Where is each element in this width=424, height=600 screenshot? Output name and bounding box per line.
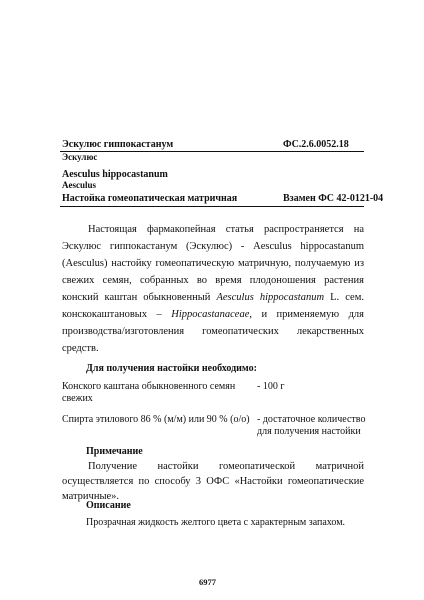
ingredient-name-1: Конского каштана обыкновенного семян свежих [62,381,236,404]
header-rule-2 [60,206,364,207]
ingredients-heading: Для получения настойки необходимо: [86,363,257,374]
note-heading: Примечание [86,446,143,457]
ingredient-amount-2: - достаточное количество для получения настойки [257,414,366,437]
intro-text-2: L. сем. конскокаштановых – [62,292,364,320]
intro-latin-2: Hippocastanaceae [171,309,250,320]
title-lat: Aesculus hippocastanum [62,169,168,180]
header-rule-1 [60,151,364,152]
replaces: Взамен ФС 42-0121-04 [283,193,384,204]
ingredient-name-2: Спирта этилового 86 % (м/м) или 90 % (о/о) [62,414,250,425]
description-text: Прозрачная жидкость желтого цвета с характерным запахом. [86,517,346,528]
page-number: 6977 [199,577,216,587]
intro-text-3: , и применяемую для производства/изготовления гомеопатических лекарственных средств. [62,309,364,354]
title-ru: Эскулюс гиппокастанум [62,139,174,150]
intro-text-1: Настоящая фармакопейная статья распространяется на Эскулюс гиппокастанум (Эскулюс) - Aesculus hippocastanum (Aesculus) настойку гомеопатическую матричную, получаемую из свежих семян, собранных во время плодоношения растения конский каштан обыкновенный [62,224,364,303]
note-text: Получение настойки гомеопатической матричной осуществляется по способу 3 ОФС «Настойки гомеопатические матричные». [62,461,364,502]
fs-number: ФС.2.6.0052.18 [283,139,349,150]
intro-paragraph [62,221,364,357]
doc-type: Настойка гомеопатическая матричная [62,193,238,204]
ingredient-amount-1: - 100 г [257,381,285,392]
description-heading: Описание [86,500,131,511]
intro-latin-1: Aesculus hippocastanum [216,292,325,303]
subtitle-lat: Aesculus [62,180,97,190]
subtitle-ru: Эскулюс [62,152,98,162]
